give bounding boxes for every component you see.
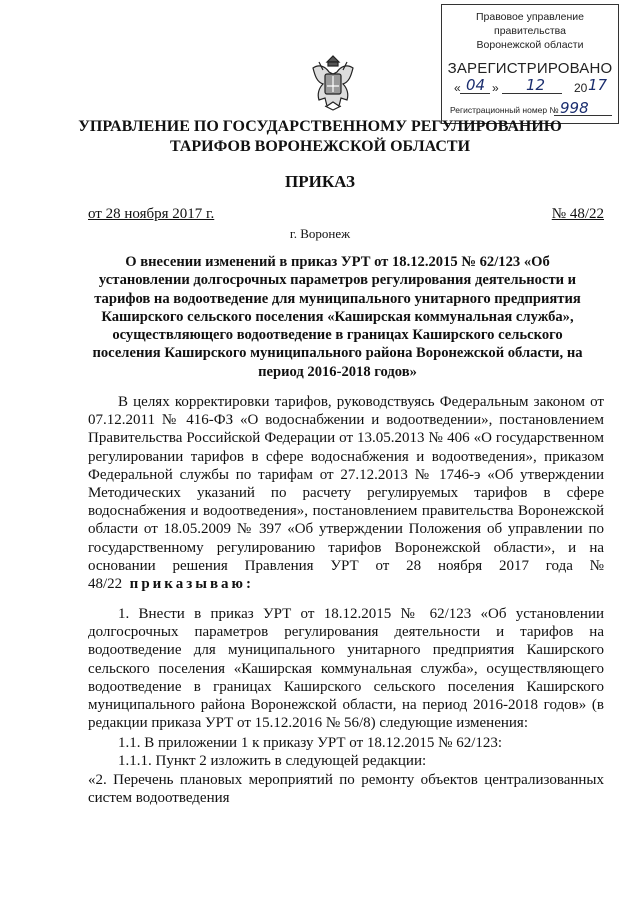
stamp-reg-label: Регистрационный номер №: [450, 105, 559, 115]
item-1-1: 1.1. В приложении 1 к приказу УРТ от 18.12.2015 № 62/123:: [118, 735, 503, 751]
document-type-title: ПРИКАЗ: [285, 172, 355, 191]
quote-start-text: «2. Перечень плановых мероприятий по ремонту объектов централизованных систем водоотведения: [88, 772, 604, 807]
order-word: приказываю:: [129, 576, 255, 593]
quote-start-paragraph: [88, 771, 604, 807]
order-number: № 48/22: [551, 206, 604, 222]
stamp-year-suffix: 17: [588, 76, 608, 94]
order-subject: О внесении изменений в приказ УРТ от 18.12.2015 № 62/123 «Об установлении долгосрочных параметров регулирования деятельности и тарифов на водоотведение для муниципального унитарного предприятия Каширского сельского поселения «Каширская коммунальная служба», осуществляющего водоотведение в границах Каширского сельского поселения Каширского муниципального района Воронежской области, на период 2016-2018 годов»: [92, 254, 583, 380]
stamp-year-prefix: 20: [574, 81, 588, 95]
stamp-registered-label: ЗАРЕГИСТРИРОВАНО: [447, 60, 613, 77]
item-1-paragraph: [88, 605, 604, 732]
order-date: от 28 ноября 2017 г.: [88, 206, 215, 222]
coat-of-arms-icon: [305, 54, 361, 112]
preamble-text: В целях корректировки тарифов, руководствуясь Федеральным законом от 07.12.2011 № 416-ФЗ «О водоснабжении и водоотведении», постановлением Правительства Российской Федерации от 13.05.2013 № 406 «О государственном регулировании тарифов в сфере водоснабжения и водоотведения», приказом Федеральной службы по тарифам от 27.12.2013 № 1746-э «Об утверждении Методических указаний по расчету регулируемых тарифов в сфере водоснабжения и водоотведения», постановлением правительства Воронежской области от 18.05.2009 № 397 «Об утверждении Положения об управлении по государственному регулированию тарифов Воронежской области», и на основании решения Правления УРТ от 28 ноября 2017 года № 48/22: [88, 394, 604, 593]
preamble-paragraph: [88, 393, 604, 593]
stamp-organization: [442, 10, 618, 52]
order-city: г. Воронеж: [289, 226, 351, 241]
stamp-day: 04: [466, 76, 486, 94]
organization-title-line2: ТАРИФОВ ВОРОНЕЖСКОЙ ОБЛАСТИ: [169, 138, 471, 155]
organization-title-line1: УПРАВЛЕНИЕ ПО ГОСУДАРСТВЕННОМУ РЕГУЛИРОВАНИЮ: [78, 118, 562, 135]
stamp-reg-number: 998: [560, 99, 589, 117]
registration-stamp: [441, 4, 619, 124]
stamp-date: « 04 » 12 20 17: [454, 76, 608, 95]
item-1-1-1: 1.1.1. Пункт 2 изложить в следующей редакции:: [118, 753, 427, 769]
item-1-text: 1. Внести в приказ УРТ от 18.12.2015 № 62/123 «Об установлении долгосрочных параметров регулирования деятельности и тарифов на водоотведение для муниципального унитарного предприятия Каширского сельского поселения «Каширская коммунальная служба», осуществляющего водоотведение в границах Каширского сельского поселения Каширского муниципального района Воронежской области, на период 2016-2018 годов» (в редакции приказа УРТ от 15.12.2016 № 56/8) следующие изменения:: [88, 606, 604, 732]
stamp-org-line1: Правовое управление правительства: [475, 11, 584, 37]
stamp-reg-number-row: [450, 99, 616, 117]
stamp-org-line2: Воронежской области: [476, 39, 584, 51]
stamp-month: 12: [526, 76, 546, 94]
